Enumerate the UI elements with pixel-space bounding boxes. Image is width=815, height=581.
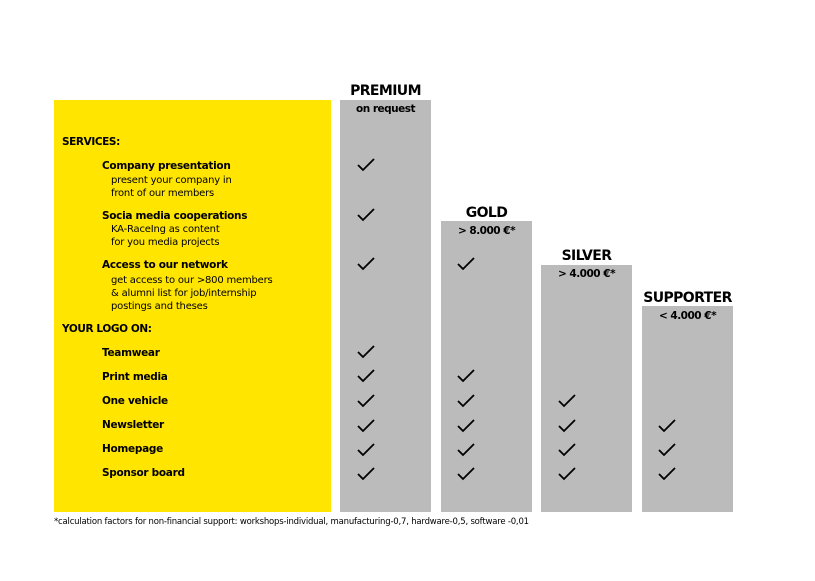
logo-item: Teamwear (102, 347, 160, 359)
check-icon (356, 418, 376, 434)
check-icon (356, 466, 376, 482)
check-icon (356, 207, 376, 223)
check-icon (356, 256, 376, 272)
check-icon (356, 344, 376, 360)
check-icon (557, 418, 577, 434)
footnote: *calculation factors for non-financial support: workshops-individual, manufacturing-0,7, hardware-0,5, software -0,01 (54, 517, 529, 527)
service-label: Access to our network (102, 259, 228, 271)
check-icon (657, 466, 677, 482)
service-desc: get access to our >800 members (111, 275, 273, 286)
tier-price-gold: > 8.000 €* (457, 225, 516, 237)
service-desc: present your company in (111, 175, 232, 186)
service-desc: KA-RaceIng as content (111, 224, 220, 235)
check-icon (456, 368, 476, 384)
check-icon (657, 418, 677, 434)
tier-column-gold (441, 221, 532, 512)
check-icon (456, 418, 476, 434)
tier-column-silver (541, 265, 632, 512)
check-icon (456, 256, 476, 272)
service-desc: for you media projects (111, 237, 220, 248)
tier-name-premium: PREMIUM (350, 83, 421, 99)
check-icon (456, 442, 476, 458)
tier-name-gold: GOLD (465, 205, 508, 221)
tier-column-premium (340, 100, 431, 512)
check-icon (356, 442, 376, 458)
check-icon (356, 368, 376, 384)
tier-price-premium: on request (355, 103, 416, 115)
check-icon (557, 442, 577, 458)
tier-column-supporter (642, 306, 733, 512)
check-icon (557, 466, 577, 482)
check-icon (456, 466, 476, 482)
tier-name-supporter: SUPPORTER (643, 290, 732, 306)
logo-item: Sponsor board (102, 467, 185, 479)
tier-name-silver: SILVER (561, 248, 612, 264)
services-heading: SERVICES: (62, 136, 120, 148)
logo-item: Homepage (102, 443, 163, 455)
logo-item: Newsletter (102, 419, 164, 431)
service-label: Company presentation (102, 160, 231, 172)
logo-heading: YOUR LOGO ON: (62, 323, 152, 335)
check-icon (356, 157, 376, 173)
service-desc: front of our members (111, 188, 214, 199)
check-icon (356, 393, 376, 409)
check-icon (557, 393, 577, 409)
tier-price-supporter: < 4.000 €* (658, 310, 717, 322)
logo-item: Print media (102, 371, 168, 383)
check-icon (657, 442, 677, 458)
service-label: Socia media cooperations (102, 210, 248, 222)
service-desc: & alumni list for job/internship (111, 288, 257, 299)
service-desc: postings and theses (111, 301, 208, 312)
check-icon (456, 393, 476, 409)
tier-price-silver: > 4.000 €* (557, 268, 616, 280)
logo-item: One vehicle (102, 395, 168, 407)
